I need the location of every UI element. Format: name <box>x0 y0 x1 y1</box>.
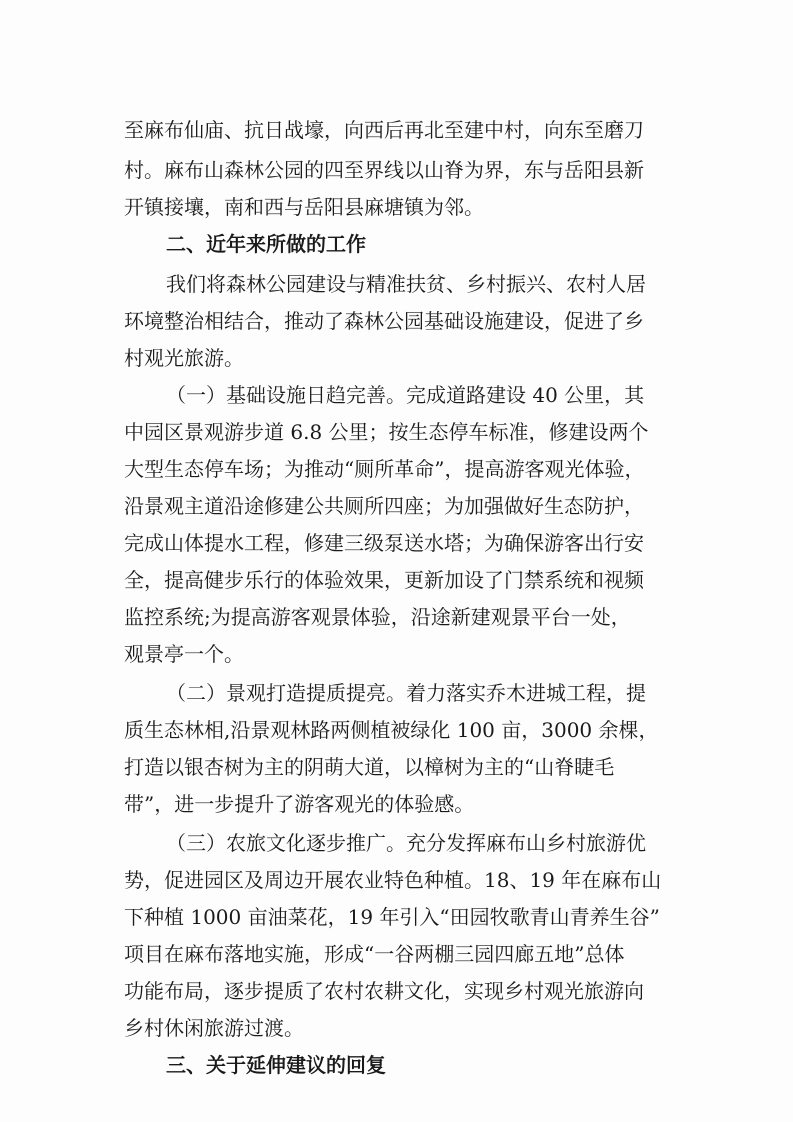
text-line: 开镇接壤，南和西与岳阳县麻塘镇为邻。 <box>124 195 484 219</box>
text-line: 大型生态停车场；为推动“厕所革命”，提高游客观光体验， <box>124 457 645 481</box>
text-line: 完成山体提水工程，修建三级泵送水塔；为确保游客出行安 <box>124 531 644 555</box>
text-line: 功能布局，逐步提质了农村农耕文化，实现乡村观光旅游向 <box>124 979 644 1003</box>
text-line: 势，促进园区及周边开展农业特色种植。18、19 年在麻布山 <box>124 868 662 892</box>
text-line: 村。麻布山森林公园的四至界线以山脊为界，东与岳阳县新 <box>124 158 644 182</box>
text-line: 项目在麻布落地实施，形成“一谷两棚三园四廊五地”总体 <box>124 942 625 966</box>
text-line: 观景亭一个。 <box>124 642 244 666</box>
text-line: 乡村休闲旅游过渡。 <box>124 1016 304 1040</box>
text-line: 沿景观主道沿途修建公共厕所四座；为加强做好生态防护， <box>124 494 644 518</box>
text-line: 村观光旅游。 <box>124 346 244 370</box>
text-line: 下种植 1000 亩油菜花，19 年引入“田园牧歌青山青养生谷” <box>124 905 660 929</box>
text-line: 至麻布仙庙、抗日战壕，向西后再北至建中村，向东至磨刀 <box>124 118 644 142</box>
section-heading: 二、近年来所做的工作 <box>166 232 366 256</box>
text-line: 环境整治相结合，推动了森林公园基础设施建设，促进了乡 <box>124 309 644 333</box>
subsection-paragraph: （三）农旅文化逐步推广。充分发挥麻布山乡村旅游优 <box>166 831 646 855</box>
section-heading: 三、关于延伸建议的回复 <box>166 1053 386 1077</box>
text-line: 全，提高健步乐行的体验效果，更新加设了门禁系统和视频 <box>124 568 644 592</box>
text-line: 我们将森林公园建设与精准扶贫、乡村振兴、农村人居 <box>166 272 646 296</box>
text-line: 中园区景观游步道 6.8 公里；按生态停车标准，修建设两个 <box>124 420 649 444</box>
text-line: 质生态林相,沿景观林路两侧植被绿化 100 亩，3000 余棵， <box>124 718 659 742</box>
text-line: 打造以银杏树为主的阴萌大道，以樟树为主的“山脊睫毛 <box>124 755 615 779</box>
text-line: 监控系统;为提高游客观景体验，沿途新建观景平台一处， <box>124 605 631 629</box>
subsection-paragraph: （一）基础设施日趋完善。完成道路建设 40 公里，其 <box>166 383 645 407</box>
text-line: 带”，进一步提升了游客观光的体验感。 <box>124 792 475 816</box>
subsection-paragraph: （二）景观打造提质提亮。着力落实乔木进城工程，提 <box>166 681 646 705</box>
